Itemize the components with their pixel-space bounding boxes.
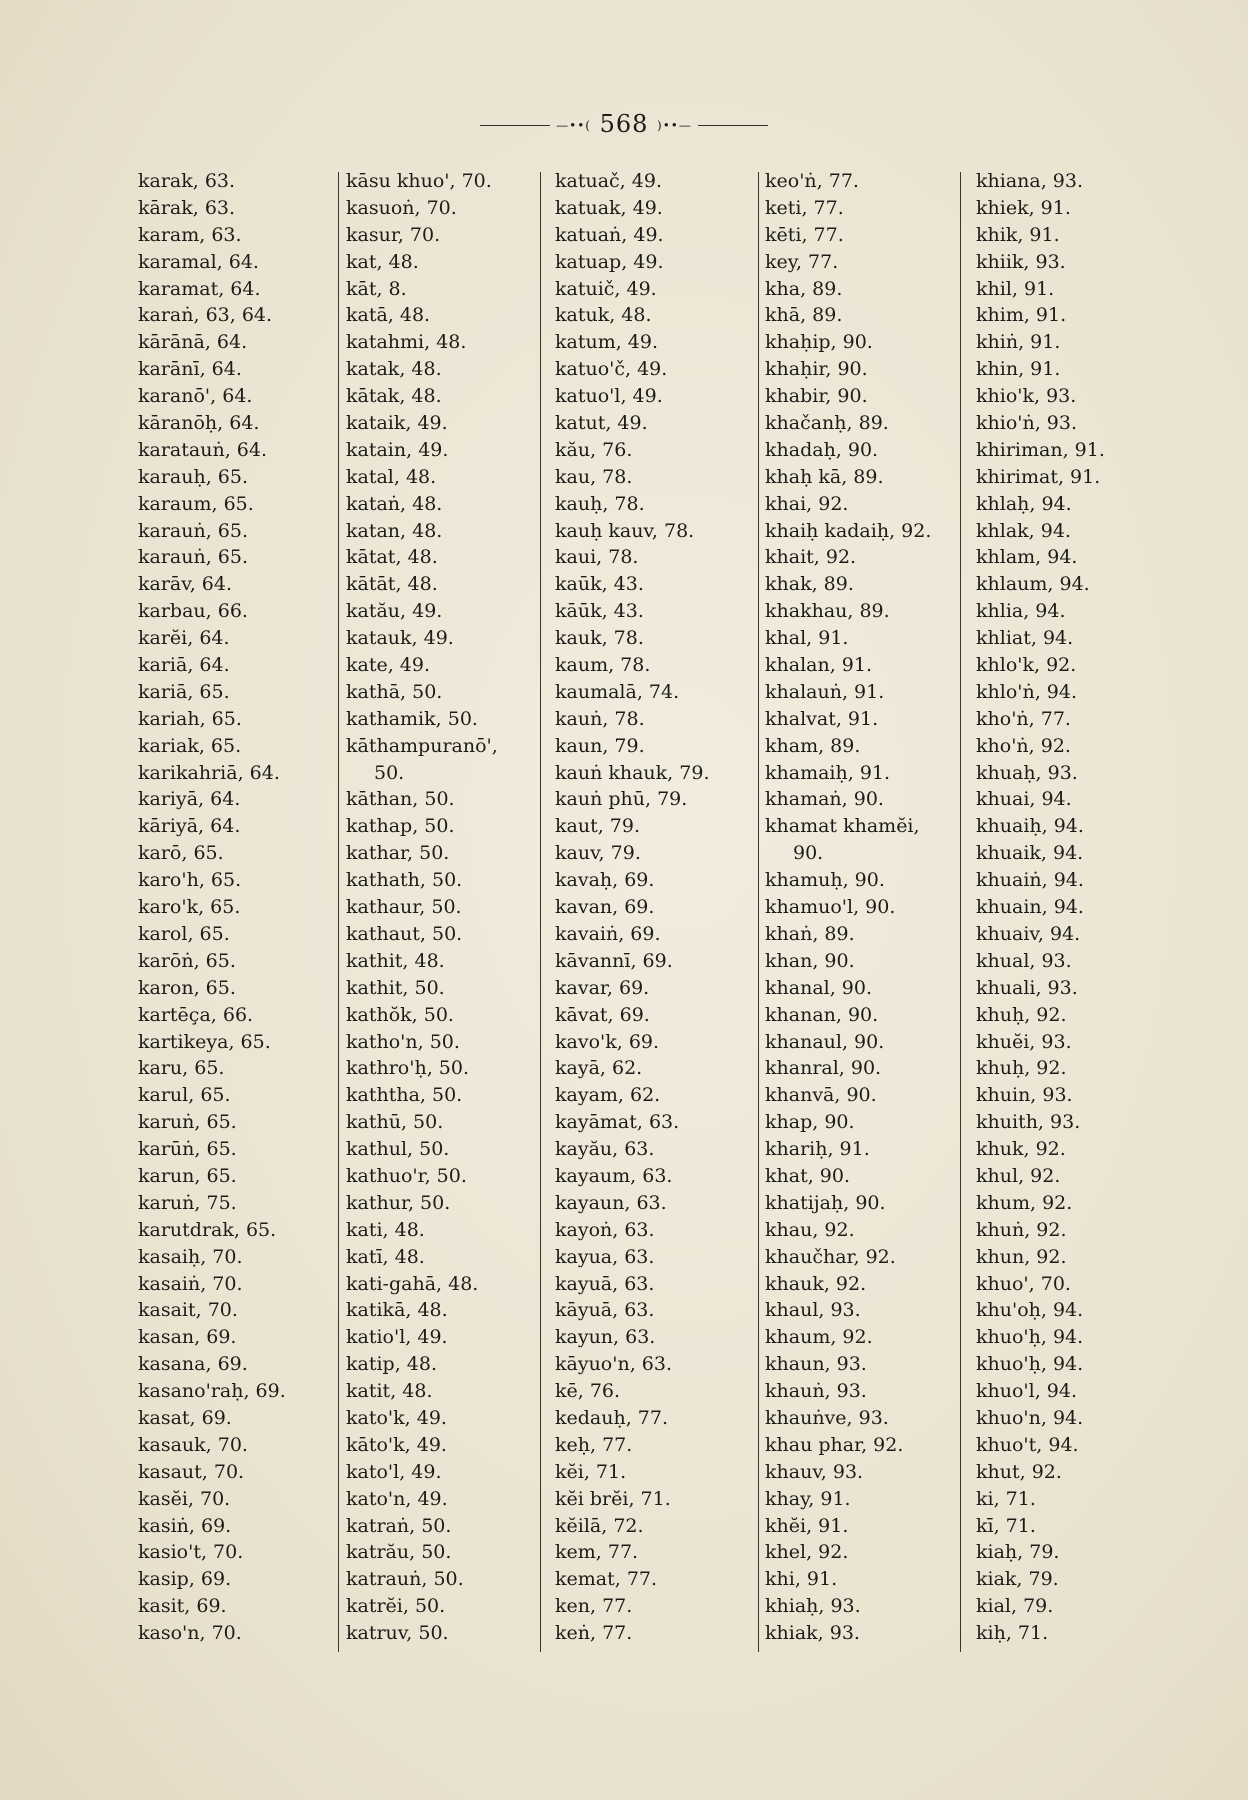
page-number: 568 (599, 110, 649, 138)
index-entry: khil, 91. (976, 277, 1055, 300)
index-entry: khakhau, 89. (765, 600, 890, 623)
index-entry: khatijaḥ, 90. (765, 1191, 886, 1214)
index-entry: kāto'k, 49. (346, 1433, 447, 1456)
index-entry: khau phar, 92. (765, 1433, 904, 1456)
index-entry: khiik, 93. (976, 250, 1066, 273)
index-entry: khai, 92. (765, 492, 849, 515)
index-entry: khim, 91. (976, 304, 1067, 327)
index-entry: katut, 49. (555, 412, 648, 435)
index-column-2 (346, 168, 546, 1647)
index-entry: kāriyā, 64. (138, 815, 241, 838)
index-entry: khuai, 94. (976, 788, 1072, 811)
column-rule (338, 172, 339, 1652)
index-entry: keḥ, 77. (555, 1433, 633, 1456)
index-entry: kasana, 69. (138, 1353, 248, 1376)
index-entry: kauṅ khauk, 79. (555, 761, 710, 784)
index-entry: kato'n, 49. (346, 1487, 448, 1510)
index-entry: khin, 91. (976, 358, 1061, 381)
index-entry: khalauṅ, 91. (765, 680, 885, 703)
index-entry: kaun, 79. (555, 734, 645, 757)
index-entry: khait, 92. (765, 546, 857, 569)
index-entry: khauk, 92. (765, 1272, 867, 1295)
index-entry: kate, 49. (346, 654, 431, 677)
index-entry: kho'ṅ, 77. (976, 707, 1071, 730)
index-entry: karikahriā, 64. (138, 761, 280, 784)
index-entry: khariḥ, 91. (765, 1138, 870, 1161)
index-entry: kat, 48. (346, 250, 419, 273)
index-entry: khliat, 94. (976, 627, 1074, 650)
index-entry: katrauṅ, 50. (346, 1568, 464, 1591)
index-entry: karōṅ, 65. (138, 949, 236, 972)
index-entry: khum, 92. (976, 1191, 1073, 1214)
index-entry: kathath, 50. (346, 869, 463, 892)
index-entry: kasano'raḥ, 69. (138, 1380, 286, 1403)
index-entry: kauḥ, 78. (555, 492, 645, 515)
index-entry: kayun, 63. (555, 1326, 656, 1349)
index-entry: khuo'l, 94. (976, 1380, 1078, 1403)
index-entry: karo'k, 65. (138, 896, 241, 919)
index-entry: kauḥ kauv, 78. (555, 519, 695, 542)
index-entry: khuin, 93. (976, 1084, 1073, 1107)
index-entry: kiḥ, 71. (976, 1622, 1049, 1645)
index-entry: kasaiḥ, 70. (138, 1245, 243, 1268)
index-entry: kayua, 63. (555, 1245, 655, 1268)
index-entry: khul, 92. (976, 1164, 1061, 1187)
index-entry: khuaḥ, 93. (976, 761, 1078, 784)
index-entry: kasit, 69. (138, 1595, 227, 1618)
index-entry: kathro'ḥ, 50. (346, 1057, 469, 1080)
index-entry: kau, 78. (555, 465, 633, 488)
index-entry: khalvat, 91. (765, 707, 879, 730)
index-entry: karāv, 64. (138, 573, 233, 596)
index-entry: khuo't, 94. (976, 1433, 1079, 1456)
index-entry: kaumalā, 74. (555, 680, 680, 703)
index-entry: karĕi, 64. (138, 627, 230, 650)
index-entry: khaun, 93. (765, 1353, 867, 1376)
index-entry: katip, 48. (346, 1353, 438, 1376)
index-entry: katauk, 49. (346, 627, 454, 650)
index-entry: kāranōḥ, 64. (138, 412, 260, 435)
index-entry: katak, 48. (346, 358, 442, 381)
index-entry: kārānā, 64. (138, 331, 248, 354)
index-entry: kaum, 78. (555, 654, 651, 677)
index-entry: khio'ṅ, 93. (976, 412, 1078, 435)
index-entry: kathit, 48. (346, 949, 445, 972)
index-entry: kāthampuranō', (346, 734, 498, 757)
index-entry: katā, 48. (346, 304, 431, 327)
index-entry: khaḥ kā, 89. (765, 465, 884, 488)
left-ornament: —••( (556, 118, 591, 133)
index-entry: katraṅ, 50. (346, 1514, 452, 1537)
index-entry: kasuoṅ, 70. (346, 196, 457, 219)
index-entry: kartēça, 66. (138, 1003, 254, 1026)
index-entry: karō, 65. (138, 842, 224, 865)
index-entry: khanan, 90. (765, 1003, 879, 1026)
index-entry: kātāt, 48. (346, 573, 438, 596)
index-entry: karamal, 64. (138, 250, 259, 273)
index-entry: khauṅve, 93. (765, 1406, 889, 1429)
index-entry: kasip, 69. (138, 1568, 232, 1591)
index-entry: kathit, 50. (346, 976, 445, 999)
index-entry: kău, 76. (555, 438, 633, 461)
index-entry: katit, 48. (346, 1380, 433, 1403)
index-entry: katrĕi, 50. (346, 1595, 446, 1618)
index-entry: khadaḥ, 90. (765, 438, 879, 461)
index-entry: kathaut, 50. (346, 922, 463, 945)
index-entry: kĕi, 71. (555, 1460, 627, 1483)
index-entry: khaiḥ kadaiḥ, 92. (765, 519, 932, 542)
index-entry: kāt, 8. (346, 277, 407, 300)
index-entry: khauv, 93. (765, 1460, 864, 1483)
index-entry: kātak, 48. (346, 385, 442, 408)
index-entry: khiaḥ, 93. (765, 1595, 861, 1618)
index-entry: kayaum, 63. (555, 1164, 673, 1187)
index-entry: kathur, 50. (346, 1191, 451, 1214)
index-entry: karo'h, 65. (138, 869, 242, 892)
index-entry: katain, 49. (346, 438, 449, 461)
index-entry: karaṅ, 63, 64. (138, 304, 273, 327)
index-entry: kathaur, 50. (346, 896, 462, 919)
index-column-1 (138, 168, 338, 1647)
index-entry: ki, 71. (976, 1487, 1036, 1510)
column-rule (758, 172, 759, 1652)
index-entry: khuĕi, 93. (976, 1030, 1072, 1053)
index-entry: kavaḥ, 69. (555, 869, 655, 892)
index-entry: kathap, 50. (346, 815, 455, 838)
index-entry: kaut, 79. (555, 815, 641, 838)
index-entry: khanal, 90. (765, 976, 873, 999)
index-entry: kayam, 62. (555, 1084, 661, 1107)
index-entry: karūṅ, 65. (138, 1138, 237, 1161)
index-entry: kayoṅ, 63. (555, 1218, 655, 1241)
index-entry: katuič, 49. (555, 277, 657, 300)
index-entry: kāsu khuo', 70. (346, 170, 492, 192)
index-entry: karun, 65. (138, 1164, 237, 1187)
index-entry: kātat, 48. (346, 546, 438, 569)
index-entry: kĕilā, 72. (555, 1514, 644, 1537)
index-entry: khlo'ṅ, 94. (976, 680, 1078, 703)
index-entry: khirimat, 91. (976, 465, 1101, 488)
index-entry: karānī, 64. (138, 358, 242, 381)
index-entry: khel, 92. (765, 1541, 849, 1564)
index-entry: katum, 49. (555, 331, 659, 354)
index-column-5 (976, 168, 1176, 1647)
index-entry: kauṅ, 78. (555, 707, 645, 730)
index-entry: katī, 48. (346, 1245, 425, 1268)
index-entry: 50. (374, 761, 405, 784)
index-entry: key, 77. (765, 250, 839, 273)
index-entry: kathŏk, 50. (346, 1003, 454, 1026)
index-entry: khuali, 93. (976, 976, 1078, 999)
index-entry: khap, 90. (765, 1111, 855, 1134)
index-entry: kato'k, 49. (346, 1406, 447, 1429)
index-entry: khuain, 94. (976, 896, 1084, 919)
index-entry: khĕi, 91. (765, 1514, 849, 1537)
index-entry: katuaṅ, 49. (555, 223, 664, 246)
index-entry: khaḥip, 90. (765, 331, 873, 354)
index-entry: khalan, 91. (765, 654, 873, 677)
index-entry: karamat, 64. (138, 277, 261, 300)
index-entry: khik, 91. (976, 223, 1060, 246)
index-entry: khuo'ḥ, 94. (976, 1326, 1084, 1349)
index-entry: kariā, 65. (138, 680, 230, 703)
index-entry: katrău, 50. (346, 1541, 452, 1564)
index-entry: kasauk, 70. (138, 1433, 248, 1456)
index-entry: karauṅ, 65. (138, 546, 249, 569)
index-entry: kho'ṅ, 92. (976, 734, 1071, 757)
index-entry: katio'l, 49. (346, 1326, 448, 1349)
index-entry: kaūk, 43. (555, 573, 644, 596)
index-entry: khat, 90. (765, 1164, 851, 1187)
index-entry: khamat khamĕi, (765, 815, 920, 838)
index-entry: kasur, 70. (346, 223, 441, 246)
index-entry: kavaiṅ, 69. (555, 922, 661, 945)
index-entry: khanral, 90. (765, 1057, 882, 1080)
index-entry: keti, 77. (765, 196, 844, 219)
index-entry: khā, 89. (765, 304, 843, 327)
index-entry: kārak, 63. (138, 196, 236, 219)
index-entry: katikā, 48. (346, 1299, 448, 1322)
index-entry: karuṅ, 65. (138, 1111, 237, 1134)
index-entry: kathuo'r, 50. (346, 1164, 467, 1187)
index-entry: khiak, 93. (765, 1622, 860, 1645)
index-entry: khaum, 92. (765, 1326, 873, 1349)
index-entry: karaum, 65. (138, 492, 254, 515)
index-entry: kaui, 78. (555, 546, 639, 569)
index-entry: khamuo'l, 90. (765, 896, 896, 919)
index-entry: katal, 48. (346, 465, 437, 488)
right-ornament: )••— (657, 118, 692, 133)
index-entry: kavan, 69. (555, 896, 655, 919)
index-entry: kartikeya, 65. (138, 1030, 271, 1053)
index-entry: khlaḥ, 94. (976, 492, 1072, 515)
index-entry: kasaut, 70. (138, 1460, 245, 1483)
index-entry: kayuā, 63. (555, 1272, 655, 1295)
index-entry: kaththa, 50. (346, 1084, 463, 1107)
index-entry: kha, 89. (765, 277, 843, 300)
right-ornament-line (698, 125, 768, 126)
index-entry: kedauḥ, 77. (555, 1406, 669, 1429)
index-entry: kasĕi, 70. (138, 1487, 231, 1510)
index-entry: khi, 91. (765, 1568, 838, 1591)
index-entry: khlaum, 94. (976, 573, 1090, 596)
index-entry: ken, 77. (555, 1595, 633, 1618)
index-column-4 (765, 168, 965, 1647)
index-entry: khanvā, 90. (765, 1084, 877, 1107)
index-entry: kariyā, 64. (138, 788, 241, 811)
index-entry: karol, 65. (138, 922, 230, 945)
index-entry: khuaiv, 94. (976, 922, 1081, 945)
index-entry: khaṅ, 89. (765, 922, 855, 945)
index-entry: kī, 71. (976, 1514, 1036, 1537)
index-entry: kato'l, 49. (346, 1460, 442, 1483)
index-entry: kathū, 50. (346, 1111, 444, 1134)
index-entry: khak, 89. (765, 573, 854, 596)
index-entry: kāyuo'n, 63. (555, 1353, 673, 1376)
index-entry: khamaṅ, 90. (765, 788, 884, 811)
index-entry: kiaḥ, 79. (976, 1541, 1060, 1564)
index-entry: khay, 91. (765, 1487, 851, 1510)
index-entry: kāthan, 50. (346, 788, 455, 811)
index-entry: kē, 76. (555, 1380, 621, 1403)
index-entry: karul, 65. (138, 1084, 231, 1107)
index-entry: karon, 65. (138, 976, 236, 999)
index-entry: kariak, 65. (138, 734, 242, 757)
index-entry: khuo', 70. (976, 1272, 1071, 1295)
index-entry: kati, 48. (346, 1218, 425, 1241)
left-ornament-line (480, 125, 550, 126)
index-entry: katho'n, 50. (346, 1030, 460, 1053)
index-entry: khiana, 93. (976, 170, 1084, 192)
index-entry: kariah, 65. (138, 707, 242, 730)
index-entry: khut, 92. (976, 1460, 1062, 1483)
index-entry: khan, 90. (765, 949, 855, 972)
index-entry: kataik, 49. (346, 412, 448, 435)
index-entry: kaso'n, 70. (138, 1622, 242, 1645)
index-entry: kēti, 77. (765, 223, 844, 246)
index-entry: khual, 93. (976, 949, 1072, 972)
index-entry: keṅ, 77. (555, 1622, 633, 1645)
index-entry: karatauṅ, 64. (138, 438, 267, 461)
index-entry: kathā, 50. (346, 680, 443, 703)
index-entry: khamuḥ, 90. (765, 869, 885, 892)
index-entry: katuač, 49. (555, 170, 662, 192)
index-entry: kāyuā, 63. (555, 1299, 655, 1322)
index-entry: kasat, 69. (138, 1406, 232, 1429)
index-entry: kasio't, 70. (138, 1541, 244, 1564)
index-entry: khaučhar, 92. (765, 1245, 896, 1268)
index-entry: kavar, 69. (555, 976, 650, 999)
index-entry: khiek, 91. (976, 196, 1071, 219)
index-entry: kemat, 77. (555, 1568, 658, 1591)
index-entry: khal, 91. (765, 627, 849, 650)
index-entry: kayaun, 63. (555, 1191, 667, 1214)
index-entry: keo'ṅ, 77. (765, 170, 859, 192)
index-entry: khu'oḥ, 94. (976, 1299, 1084, 1322)
index-entry: khiriman, 91. (976, 438, 1105, 461)
index-entry: karauṅ, 65. (138, 519, 249, 542)
index-entry: khiṅ, 91. (976, 331, 1061, 354)
index-entry: khuaiṅ, 94. (976, 869, 1084, 892)
index-entry: katan, 48. (346, 519, 443, 542)
index-entry: kasaiṅ, 70. (138, 1272, 243, 1295)
index-entry: kathul, 50. (346, 1138, 450, 1161)
index-entry: kāūk, 43. (555, 600, 644, 623)
index-entry: karauḥ, 65. (138, 465, 249, 488)
index-entry: kial, 79. (976, 1595, 1054, 1618)
index-entry: khaḥir, 90. (765, 358, 868, 381)
index-entry: khlia, 94. (976, 600, 1066, 623)
index-entry: kayāmat, 63. (555, 1111, 680, 1134)
index-entry: khau, 92. (765, 1218, 855, 1241)
index-entry: kauv, 79. (555, 842, 641, 865)
index-entry: khanaul, 90. (765, 1030, 885, 1053)
index-entry: kĕi brĕi, 71. (555, 1487, 671, 1510)
index-entry: kham, 89. (765, 734, 861, 757)
index-entry: kāvat, 69. (555, 1003, 650, 1026)
index-entry: kasait, 70. (138, 1299, 238, 1322)
index-entry: khuith, 93. (976, 1111, 1081, 1134)
index-entry: katahmi, 48. (346, 331, 467, 354)
index-entry: karbau, 66. (138, 600, 248, 623)
index-column-3 (555, 168, 755, 1647)
index-entry: khačanḥ, 89. (765, 412, 889, 435)
index-entry: khabir, 90. (765, 385, 868, 408)
index-entry: 90. (793, 842, 824, 865)
index-entry: kasan, 69. (138, 1326, 237, 1349)
index-entry: karam, 63. (138, 223, 242, 246)
index-entry: khlo'k, 92. (976, 654, 1077, 677)
index-entry: katuk, 48. (555, 304, 652, 327)
index-entry: khlak, 94. (976, 519, 1071, 542)
index-entry: kauk, 78. (555, 627, 644, 650)
index-entry: katuo'l, 49. (555, 385, 663, 408)
index-entry: kauṅ phū, 79. (555, 788, 688, 811)
index-entry: khuḥ, 92. (976, 1057, 1067, 1080)
index-entry: khuḥ, 92. (976, 1003, 1067, 1026)
index-entry: katuak, 49. (555, 196, 663, 219)
index-entry: kasiṅ, 69. (138, 1514, 232, 1537)
index-entry: kiak, 79. (976, 1568, 1059, 1591)
index-entry: khaul, 93. (765, 1299, 861, 1322)
index-entry: kāvannī, 69. (555, 949, 673, 972)
index-entry: karak, 63. (138, 170, 236, 192)
index-entry: khauṅ, 93. (765, 1380, 867, 1403)
index-entry: kati-gahā, 48. (346, 1272, 479, 1295)
index-entry: khuaiḥ, 94. (976, 815, 1084, 838)
index-entry: katuo'č, 49. (555, 358, 668, 381)
index-entry: katău, 49. (346, 600, 443, 623)
index-entry: kathar, 50. (346, 842, 450, 865)
index-entry: khuk, 92. (976, 1138, 1066, 1161)
index-entry: katruv, 50. (346, 1622, 449, 1645)
index-entry: kayā, 62. (555, 1057, 643, 1080)
index-entry: khun, 92. (976, 1245, 1067, 1268)
index-entry: kataṅ, 48. (346, 492, 443, 515)
index-entry: karu, 65. (138, 1057, 225, 1080)
index-entry: khuo'ḥ, 94. (976, 1353, 1084, 1376)
index-entry: karuṅ, 75. (138, 1191, 237, 1214)
index-entry: katuap, 49. (555, 250, 664, 273)
index-entry: kariā, 64. (138, 654, 230, 677)
index-entry: kem, 77. (555, 1541, 639, 1564)
index-entry: karutdrak, 65. (138, 1218, 277, 1241)
index-entry: kavo'k, 69. (555, 1030, 660, 1053)
index-entry: karanō', 64. (138, 385, 253, 408)
index-entry: khlam, 94. (976, 546, 1078, 569)
index-entry: kathamik, 50. (346, 707, 478, 730)
index-entry: khuaik, 94. (976, 842, 1084, 865)
index-entry: khuṅ, 92. (976, 1218, 1067, 1241)
page-header (0, 110, 1248, 138)
index-entry: kayău, 63. (555, 1138, 655, 1161)
index-entry: khamaiḥ, 91. (765, 761, 891, 784)
index-entry: khuo'n, 94. (976, 1406, 1084, 1429)
index-entry: khio'k, 93. (976, 385, 1077, 408)
